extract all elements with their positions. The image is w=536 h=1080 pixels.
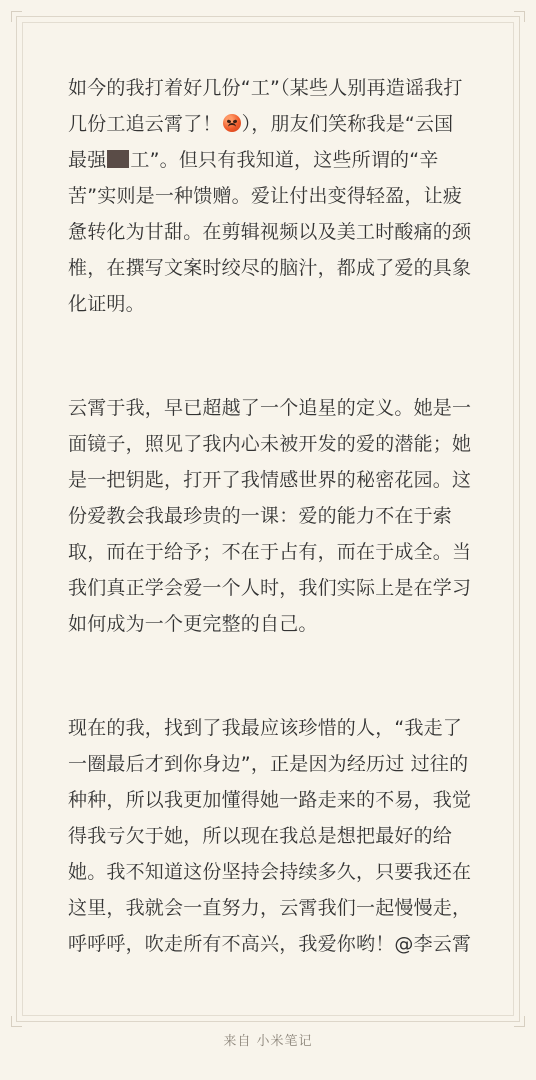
corner-bottom-right — [514, 1016, 525, 1027]
redaction-block — [107, 150, 129, 168]
note-content — [68, 70, 472, 962]
note-footer — [0, 1030, 536, 1049]
paragraph-2-text: 云霄于我，早已超越了一个追星的定义。她是一面镜子，照见了我内心未被开发的爱的潜能；她是一把钥匙，打开了我情感世界的秘密花园。这份爱教会我最珍贵的一课：爱的能力不在于索取，而在于给予；不在于占有，而在于成全。当我们真正学会爱一个人时，我们实际上是在学习如何成为一个更完整的自己。 — [68, 397, 472, 635]
paragraph-1-text-2: ），朋友们笑称我是“云国最强 — [68, 113, 454, 171]
corner-bottom-left — [11, 1016, 22, 1027]
paragraph-1 — [68, 70, 472, 322]
angry-face-mouth — [228, 123, 236, 128]
paragraph-2 — [68, 390, 472, 642]
paragraph-3-text: 现在的我，找到了我最应该珍惜的人，“我走了一圈最后才到你身边”，正是因为经历过 过往的种种，所以我更加懂得她一路走来的不易，我觉得我亏欠于她，所以现在我总是想把最好的给她。我不知道这份坚持会持续多久，只要我还在这里，我就会一直努力，云霄我们一起慢慢走，呼呼呼，吹走所有不高兴，我爱你哟！@李云霄 — [68, 717, 472, 955]
corner-top-right — [514, 11, 525, 22]
angry-face-icon — [223, 114, 241, 132]
paragraph-1-text-1: 如今的我打着好几份“工”（某些人别再造谣我打几份工追云霄了！ — [68, 77, 463, 135]
footer-source: 来自 小米笔记 — [223, 1034, 313, 1049]
paragraph-3 — [68, 710, 472, 962]
paragraph-1-text-3: 工”。但只有我知道，这些所谓的“辛苦”实则是一种馈赠。爱让付出变得轻盈，让疲惫转化为甘甜。在剪辑视频以及美工时酸痛的颈椎，在撰写文案时绞尽的脑汁，都成了爱的具象化证明。 — [68, 149, 472, 315]
corner-top-left — [11, 11, 22, 22]
